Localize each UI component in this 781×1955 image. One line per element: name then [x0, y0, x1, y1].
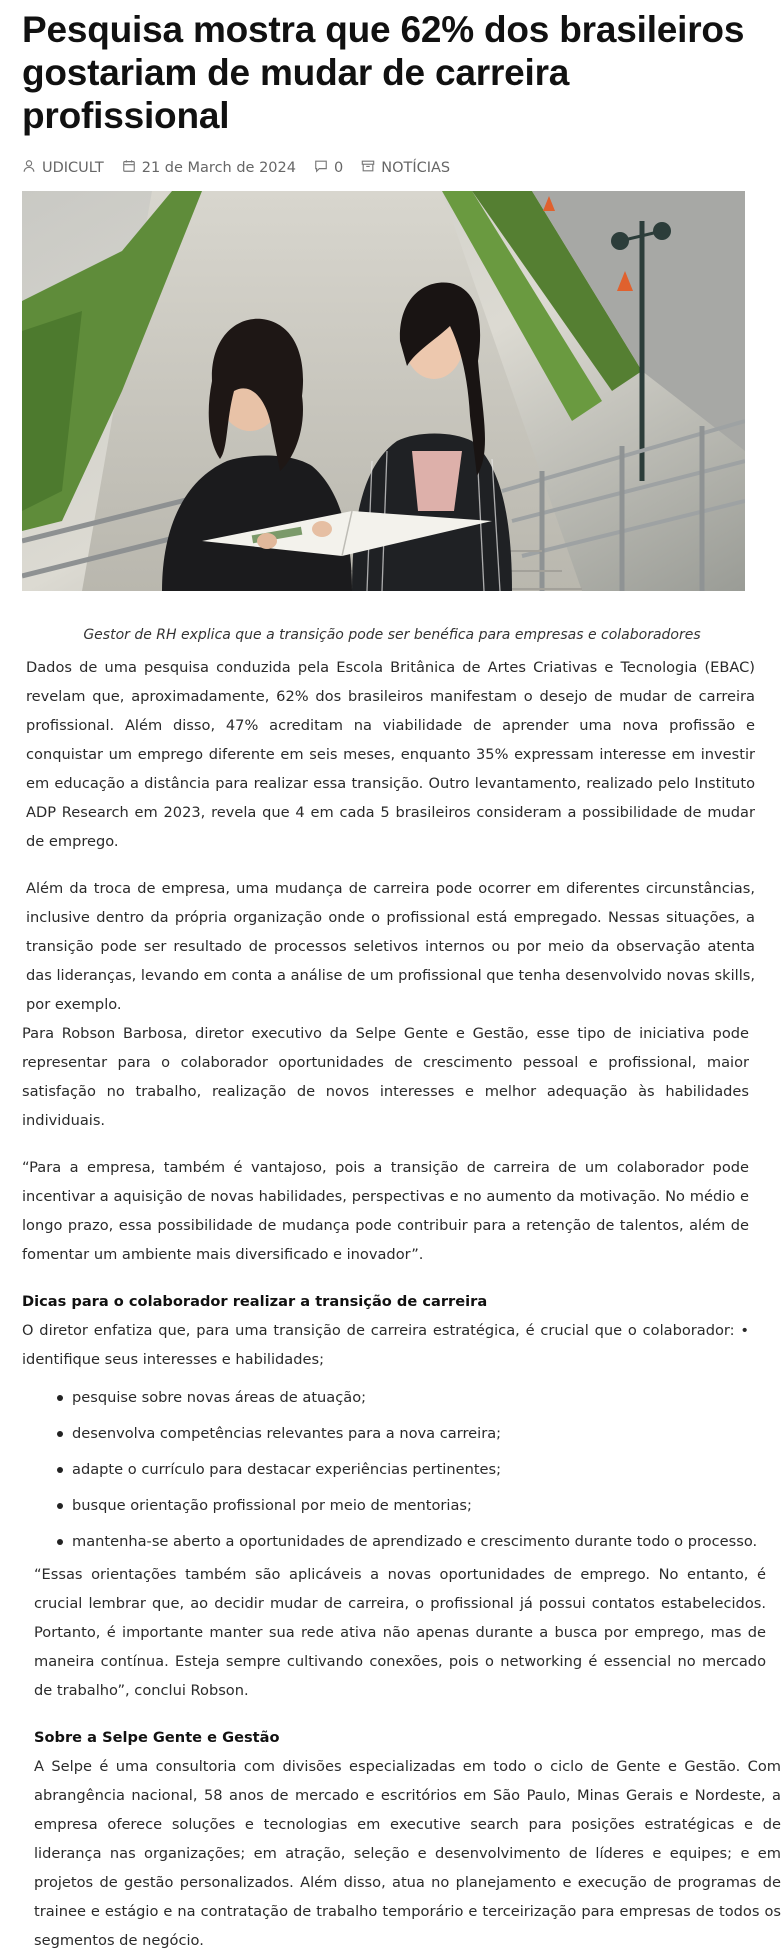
list-item: pesquise sobre novas áreas de atuação; [72, 1380, 765, 1416]
featured-image [22, 191, 745, 591]
list-item: busque orientação profissional por meio de mentorias; [72, 1488, 765, 1524]
image-caption: Gestor de RH explica que a transição pode ser benéfica para empresas e colaboradores [83, 627, 701, 643]
paragraph-company-benefits: “Para a empresa, também é vantajoso, pois a transição de carreira de um colaborador pode incentivar a aquisição de novas habilidades, perspectivas e no aumento da motivação. No médio e longo prazo, essa possibilidade de mudança pode contribuir para a retenção de talentos, além de fomentar um ambiente mais diversificado e inovador”. [22, 1159, 749, 1263]
tips-heading: Dicas para o colaborador realizar a transição de carreira [22, 1293, 488, 1310]
author-name: UDICULT [42, 160, 104, 176]
comments-count: 0 [333, 160, 344, 176]
list-item: desenvolva competências relevantes para a nova carreira; [72, 1416, 765, 1452]
closing-quote: “Essas orientações também são aplicáveis a novas oportunidades de emprego. No entanto, é crucial lembrar que, ao decidir mudar de carreira, o profissional já possui contatos estabelecidos. Portanto, é importante manter sua rede ativa não apenas durante a busca por emprego, mas de maneira contínua. Esteja sempre cultivando conexões, pois o networking é essencial no mercado de trabalho”, conclui Robson. [34, 1566, 766, 1699]
post-date [122, 159, 296, 177]
comment-icon [314, 159, 328, 177]
comments-link[interactable] [314, 159, 343, 177]
tips-list [22, 1380, 765, 1560]
list-item: mantenha-se aberto a oportunidades de aprendizado e crescimento durante todo o processo. [72, 1524, 765, 1560]
date-text: 21 de March de 2024 [141, 160, 296, 176]
archive-icon [361, 159, 375, 177]
category-name: NOTÍCIAS [381, 160, 451, 176]
tips-intro: O diretor enfatiza que, para uma transição de carreira estratégica, é crucial que o colaborador: • identifique seus interesses e habilidades; [22, 1322, 749, 1368]
paragraph-career-change: Além da troca de empresa, uma mudança de carreira pode ocorrer em diferentes circunstâncias, inclusive dentro da própria organização onde o profissional está empregado. Nessas situações, a transição pode ser resultado de processos seletivos internos ou por meio da observação atenta das lideranças, levando em conta a análise de um profissional que tenha desenvolvido novas skills, por exemplo. [26, 880, 755, 1013]
article-title: Pesquisa mostra que 62% dos brasileiros gostariam de mudar de carreira profissional [22, 9, 745, 136]
paragraph-director-view: Para Robson Barbosa, diretor executivo da Selpe Gente e Gestão, esse tipo de iniciativa pode representar para o colaborador oportunidades de crescimento pessoal e profissional, maior satisfação no trabalho, realização de novos interesses e melhor adequação às habilidades individuais. [22, 1025, 749, 1129]
category-link[interactable] [361, 159, 450, 177]
about-text: A Selpe é uma consultoria com divisões especializadas em todo o ciclo de Gente e Gestão. Com abrangência nacional, 58 anos de mercado e escritórios em São Paulo, Minas Gerais e Nordeste, a empresa oferece soluções e tecnologias em executive search para posições estratégicas e de liderança nas organizações; em atração, seleção e desenvolvimento de líderes e equipes; e em projetos de gestão personalizados. Além disso, atua no planejamento e execução de programas de trainee e estágio e na contratação de trabalho temporário e terceirização para empresas de todos os segmentos de negócio. [34, 1758, 781, 1949]
about-heading: Sobre a Selpe Gente e Gestão [34, 1729, 280, 1746]
list-item: adapte o currículo para destacar experiências pertinentes; [72, 1452, 765, 1488]
user-icon [22, 159, 36, 177]
author-link[interactable] [22, 159, 104, 177]
calendar-icon [122, 159, 136, 177]
paragraph-intro: Dados de uma pesquisa conduzida pela Escola Britânica de Artes Criativas e Tecnologia (EBAC) revelam que, aproximadamente, 62% dos brasileiros manifestam o desejo de mudar de carreira profissional. Além disso, 47% acreditam na viabilidade de aprender uma nova profissão e conquistar um emprego diferente em seis meses, enquanto 35% expressam interesse em investir em educação a distância para realizar essa transição. Outro levantamento, realizado pelo Instituto ADP Research em 2023, revela que 4 em cada 5 brasileiros consideram a possibilidade de mudar de emprego. [26, 659, 755, 850]
article-meta [22, 159, 765, 177]
